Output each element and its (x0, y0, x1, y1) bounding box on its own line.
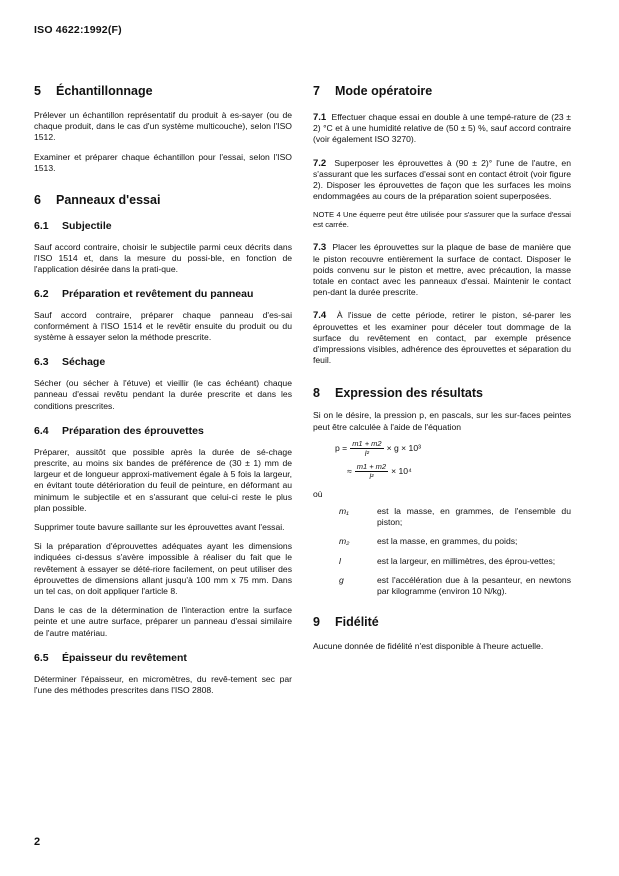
section-6-4-paragraph-2: Supprimer toute bavure saillante sur les éprouvettes avant l'essai. (34, 522, 285, 533)
section-9-heading: 9 Fidélité (313, 615, 379, 630)
section-6-2-heading: 6.2 Préparation et revêtement du panneau (34, 287, 254, 300)
section-6-1-paragraph: Sauf accord contraire, choisir le subjectile parmi ceux décrits dans l'ISO 1514 et, dans la mesure du possi-ble, en fonction de l'application désirée dans la prati-que. (34, 242, 292, 275)
section-6-5-paragraph: Déterminer l'épaisseur, en micromètres, du revê-tement sec par l'une des méthodes prescrites dans l'ISO 2808. (34, 673, 292, 696)
section-6-5-heading: 6.5 Épaisseur du revêtement (34, 651, 187, 664)
section-7-4-paragraph: 7.4 À l'issue de cette période, retirer le piston, sé-parer les éprouvettes et les examiner pour déceler tout dommage de la surface du revêtement en contact, par exemple présence d'impressions visibles, adhérence des éprouvettes et séparation du feuil. (313, 310, 571, 366)
section-8-intro: Si on le désire, la pression p, en pascals, sur les sur-faces peintes peut être calculée à l'aide de l'équation (313, 410, 571, 432)
left-column (34, 84, 292, 696)
section-7-3-paragraph: 7.3 Placer les éprouvettes sur la plaque de base de manière que le piston recouvre entièrement la surface de contact. Disposer le poids convenu sur le piston et mettre, avec précaution, la masse totale en contact avec les panneaux d'essai. Maintenir le contact pen-dant la durée prescrite. (313, 242, 572, 298)
section-6-4-heading: 6.4 Préparation des éprouvettes (34, 424, 204, 437)
section-6-1-heading: 6.1 Subjectile (34, 220, 112, 233)
section-6-3-heading: 6.3 Séchage (34, 356, 106, 369)
where-label: où (313, 488, 323, 499)
section-6-2-paragraph: Sauf accord contraire, préparer chaque panneau d'es-sai conformément à l'ISO 1514 et le revêtir ensuite du produit ou du système à essayer selon la méthode prescrite. (34, 309, 292, 343)
symbol-definitions (313, 506, 571, 597)
section-6-4-paragraph-4: Dans le cas de la détermination de l'interaction entre la surface peinte et une autre surface, préparer un panneau d'essai similaire de l'autre matériau. (34, 605, 292, 638)
document-header: ISO 4622:1992(F) (34, 24, 122, 36)
definition-l: l est la largeur, en millimètres, des éprou-vettes; (339, 555, 556, 566)
definition-m1: m₁ est la masse, en grammes, de l'ensemble du piston; (339, 506, 571, 528)
definition-m2: m₂ est la masse, en grammes, du poids; (339, 536, 518, 547)
section-7-heading: 7 Mode opératoire (313, 84, 433, 98)
section-7-1-paragraph: 7.1 Effectuer chaque essai en double à une tempé-rature de (23 ± 2) °C et à une humidité relative de (50 ± 5) %, sauf accord contraire (voir également ISO 3270). (313, 112, 571, 145)
section-5-paragraph-2: Examiner et préparer chaque échantillon pour l'essai, selon l'ISO 1513. (34, 151, 292, 173)
section-5-heading: 5 Échantillonnage (34, 84, 153, 98)
equation-1: p = $\frac{m1 + m2}{\text{l²}}$ × g × 10³ (335, 438, 421, 458)
section-6-3-paragraph: Sécher (ou sécher à l'étuve) et vieillir (le cas échéant) chaque panneau d'essai revêtu pendant la durée prescrite et dans les conditions prescrites. (34, 378, 292, 411)
equation-2: ≈ $\frac{m1 + m2}{\text{l²}}$ × 10⁴ (347, 461, 412, 481)
right-column (313, 84, 571, 652)
definition-g: g est l'accélération due à la pesanteur, en newtons par kilogramme (environ 10 N/kg). (339, 574, 571, 597)
section-6-4-paragraph-1: Préparer, aussitôt que possible après la durée de sé-chage prescrite, au moins six bandes de préférence de (30 ± 1) mm de largeur et de longueur approxi-mativement égale à 5 fois la largeur, en évitant toute détérioration du feuil de peinture, en déformant au minimum le subjectile et en s'assurant que celui-ci reste le plus plan possible. (34, 446, 292, 513)
section-9-paragraph: Aucune donnée de fidélité n'est disponible à l'heure actuelle. (313, 641, 544, 652)
section-5-paragraph-1: Prélever un échantillon représentatif du produit à es-sayer (ou de chaque produit, dans le cas d'un système multicouche), selon l'ISO 1512. (34, 110, 292, 143)
section-6-heading: 6 Panneaux d'essai (34, 193, 161, 208)
section-7-2-paragraph: 7.2 Superposer les éprouvettes à (90 ± 2)° l'une de l'autre, en s'assurant que les surfaces d'essai sont en contact étroit (voir figure 2). Disposer les éprouvettes de façon que les surfaces les moins endommagées au cours de la préparation soient superposées. (313, 157, 571, 202)
section-6-4-paragraph-3: Si la préparation d'éprouvettes adéquates ayant les dimensions indiquées ci-dessus s'avère impossible à réaliser du fait que le revêtement à essayer se dété-riore facilement, on peut utiliser des éprouvettes de dimensions allant jusqu'à 100 mm x 75 mm. Dans un tel cas, on doit appliquer l'article 8. (34, 541, 292, 597)
page-number: 2 (34, 836, 41, 848)
note-4: NOTE 4 Une équerre peut être utilisée pour s'assurer que la surface d'essai est carrée. (313, 210, 571, 230)
section-8-heading: 8 Expression des résultats (313, 386, 483, 401)
